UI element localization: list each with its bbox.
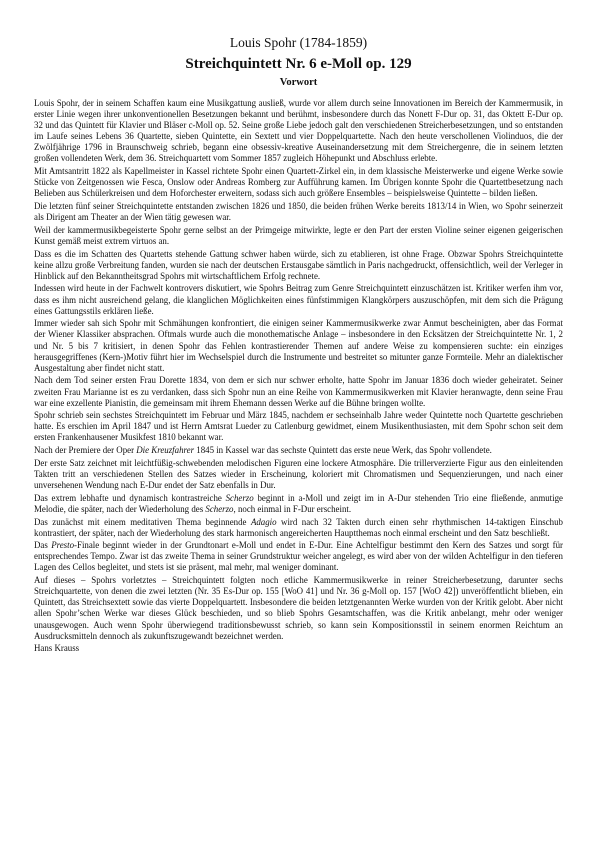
paragraph: Dass es die im Schatten des Quartetts stehende Gattung schwer haben würde, sich zu etablieren, ist ohne Frage. Obzwar Spohrs Streichquintette keine allzu große Verbreitung fanden, wurden sie nach der deutschen Erstausgabe sämtlich in Paris nachgedruckt, offensichtlich, weil der Verleger in Hinblick auf den Bekanntheitsgrad Spohrs mit wirtschaftlichem Erfolg rechnete.	[34, 248, 563, 281]
paragraph: Indessen wird heute in der Fachwelt kontrovers diskutiert, wie Spohrs Beitrag zum Genre Streichquintett einzuschätzen ist. Kritiker werfen ihm vor, dass es ihm nicht ausreichend gelang, die klanglichen Möglichkeiten eines fünfstimmigen Klangkörpers auszuschöpfen, mit dem sich die Prägung eines Gattungsstils erklären ließe.	[34, 283, 563, 316]
paragraph: Immer wieder sah sich Spohr mit Schmähungen konfrontiert, die einigen seiner Kammermusikwerke zwar Anmut bescheinigten, aber das Format der Wiener Klassiker absprachen. Oftmals wurde auch die monothematische Anlage – insbesondere in den Ecksätzen der Streichquintette Nr. 1, 2 und Nr. 5 bis 7 kritisiert, in denen Spohr das Fehlen kontrastierender Themen auf andere Weise zu kompensieren suchte: ein einziges herausgegriffenes (Kern-)Motiv führt hier im Wechselspiel durch die Instrumente und bestreitet so mitunter ganze Formteile. Mehr an dialektischer Ausgestaltung aber findet nicht statt.	[34, 318, 563, 373]
paragraph: Auf dieses – Spohrs vorletztes – Streichquintett folgten noch etliche Kammermusikwerke in reiner Streicherbesetzung, darunter sechs Streichquartette, von denen die zwei letzten (Nr. 35 Es-Dur op. 155 [WoO 41] und Nr. 36 g-Moll op. 157 [WoO 42]) unveröffentlicht blieben, ein Quintett, das Streichsextett sowie das vierte Doppelquartett. Insbesondere die beiden letztgenannten Werke wurden von der Kritik gelobt. Aber nicht allen Spohr’schen Werke war dieses Glück beschieden, und so blieb Spohrs Gesamtschaffen, was die Kritik anbelangt, mehr oder weniger unausgewogen. Auch wenn Spohr überwiegend traditionsbewusst schrieb, so kann sein Kompositionsstil in seinem enormen Reichtum an Ausdrucksmitteln dennoch als zukunftszugewandt bezeichnet werden.	[34, 575, 563, 641]
paragraph: Das zunächst mit einem meditativen Thema beginnende Adagio wird nach 32 Takten durch einen sehr rhythmischen 14-taktigen Einschub kontrastiert, der später, nach der Wiederholung des stark harmonisch angereicherten Hauptthemas noch einmal erscheint und den Satz beschließt.	[34, 516, 563, 538]
page-title: Streichquintett Nr. 6 e-Moll op. 129	[185, 56, 412, 72]
paragraph: Das Presto-Finale beginnt wieder in der Grundtonart e-Moll und endet in E-Dur. Eine Achtelfigur bestimmt den Kern des Satzes und sorgt für entsprechendes Tempo. Zwar ist das zweite Thema in seiner Grundstruktur weicher angelegt, es wird aber von der wilden Achtelfigur in den tieferen Lagen des Cellos begleitet, und stets ist sie präsent, mal mehr, mal weniger dominant.	[34, 540, 563, 573]
paragraph: Das extrem lebhafte und dynamisch kontrastreiche Scherzo beginnt in a-Moll und zeigt im in A-Dur stehenden Trio eine fließende, anmutige Melodie, die später, nach der Wiederholung des Scherzo, noch einmal in F-Dur erscheint.	[34, 492, 563, 514]
paragraph: Weil der kammermusikbegeisterte Spohr gerne selbst an der Primgeige mitwirkte, legte er den Part der ersten Violine seiner eigenen geigerischen Kunst gemäß meist extrem virtuos an.	[34, 224, 563, 246]
paragraph: Die letzten fünf seiner Streichquintette entstanden zwischen 1826 und 1850, die beiden frühen Werke bereits 1813/14 in Wien, wo Spohr seinerzeit als Dirigent am Theater an der Wien tätig gewesen war.	[34, 201, 563, 223]
paragraph: Nach dem Tod seiner ersten Frau Dorette 1834, von dem er sich nur schwer erholte, hatte Spohr im Januar 1836 doch wieder geheiratet. Seiner zweiten Frau Marianne ist es zu verdanken, dass sich Spohr nun an eine Reihe von Kammermusikwerken mit Klavier heranwagte, denn seine Frau war eine exzellente Pianistin, die gemeinsam mit ihrem Ehemann dessen Werke auf die Bühne bringen wollte.	[34, 375, 563, 408]
body-text	[34, 98, 563, 642]
paragraph: Spohr schrieb sein sechstes Streichquintett im Februar und März 1845, nachdem er sechseinhalb Jahre weder Quintette noch Quartette geschrieben hatte. Es erschien im April 1847 und ist Herrn Amtsrat Lueder zu Catlenburg gewidmet, einem Musikenthusiasten, mit dem Spohr schon seit dem ersten Frankenhausener Musikfest 1810 bekannt war.	[34, 410, 563, 443]
author-signature: Hans Krauss	[34, 643, 80, 654]
paragraph: Der erste Satz zeichnet mit leichtfüßig-schwebenden melodischen Figuren eine lockere Atmosphäre. Die trillerverzierte Figur aus den einleitenden Takten tritt an verschiedenen Stellen des Satzes wieder in Erscheinung, koloriert mit Chromatismen und Sequenzierungen, und nach einer unversehenen Wendung nach E-Dur endet der Satz ebenfalls in Dur.	[34, 457, 563, 491]
author-heading: Louis Spohr (1784-1859)	[229, 35, 368, 50]
document-page	[34, 30, 563, 654]
paragraph: Louis Spohr, der in seinem Schaffen kaum eine Musikgattung ausließ, wurde vor allem durch seine Innovationen im Bereich der Kammermusik, in erster Linie wegen ihrer unkonventionellen Besetzungen bekannt und berühmt, insbesondere durch das Nonett F-Dur op. 31, das Oktett E-Dur op. 32 und das Quintett für Klavier und Bläser c-Moll op. 52. Seine große Liebe jedoch galt den verschiedenen Streicherbesetzungen, und so entstanden im Laufe seines Lebens 36 Quartette, sieben Quintette, ein Sextett und vier Doppelquartette. Nach den heute verschollenen Violinduos, die der Zwölfjährige 1796 in Braunschweig schrieb, begann eine obsessiv-kreative Auseinandersetzung mit dem Streichergenre, die in seinem letzten großen vollendeten Werk, dem 36. Streichquartett vom Sommer 1857 zugleich Höhepunkt und Abschluss erlebte.	[34, 98, 563, 164]
paragraph: Mit Amtsantritt 1822 als Kapellmeister in Kassel richtete Spohr einen Quartett-Zirkel ein, in dem klassische Meisterwerke und eigene Werke sowie Stücke von Zeitgenossen wie Fesca, Onslow oder Andreas Romberg zur Aufführung kamen. Im Übrigen konnte Spohr die Quartettbesetzung nach Belieben aus Schülerkreisen und dem Hoforchester erweitern, sodass sich auch größere Ensembles – beispielsweise Quintette – bilden ließen.	[34, 166, 563, 199]
section-heading: Vorwort	[279, 77, 318, 88]
paragraph: Nach der Premiere der Oper Die Kreuzfahrer 1845 in Kassel war das sechste Quintett das erste neue Werk, das Spohr vollendete.	[34, 445, 492, 456]
